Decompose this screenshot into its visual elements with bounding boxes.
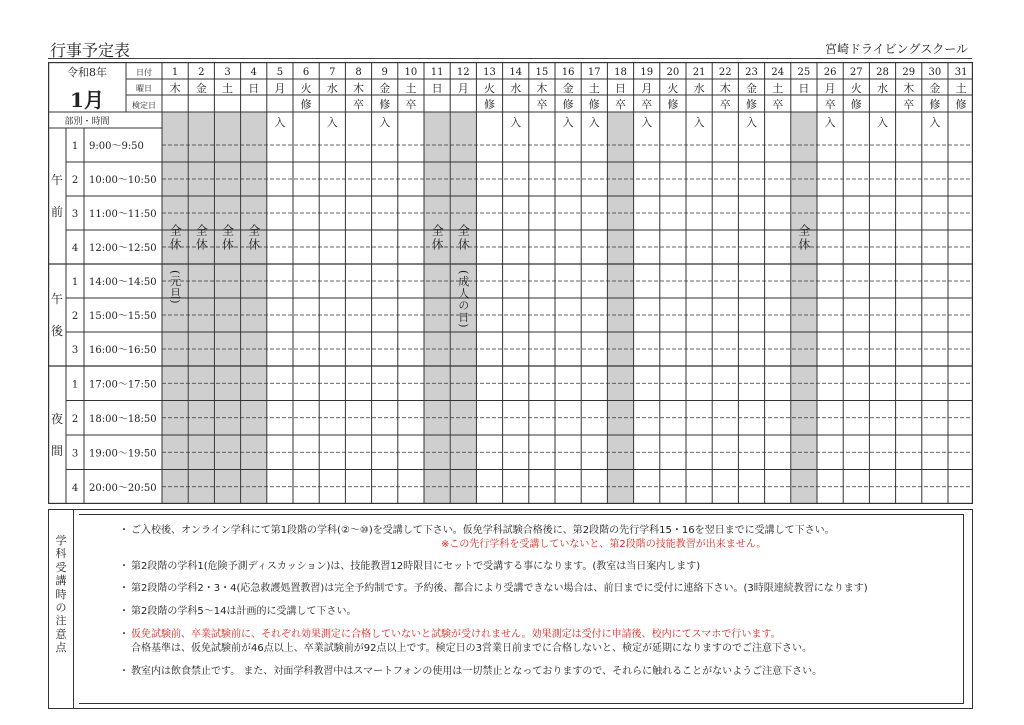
day-entry-mark: 入 [588, 116, 600, 129]
note-item-5 [119, 625, 781, 640]
day-entry-mark: 入 [326, 116, 338, 129]
day-weekday: 月 [274, 82, 286, 95]
school-name: 宮崎ドライビングスクール [824, 42, 968, 56]
day-entry-mark: 入 [824, 116, 836, 129]
closure-label: 全休 [246, 224, 261, 252]
note-item-1-sub: ※この先行学科を受講していないと、第2段階の技能教習が出来ません。 [441, 539, 767, 550]
note-text: 教室内は飲食禁止です。 また、対面学科教習中はスマートフォンの使用は一切禁止となっておりますので、それらに触れることがないようご注意下さい。 [131, 666, 823, 677]
section-label-char: 午 [50, 173, 64, 187]
period-number: 3 [71, 345, 79, 356]
note-bullet: ・ [119, 525, 129, 536]
note-item-5-sub: 合格基準は、仮免試験前が46点以上、卒業試験前が92点以上です。検定日の3営業日前までに合格しないと、検定が延期になりますのでご注意下さい。 [131, 643, 813, 654]
day-number: 13 [483, 67, 496, 78]
period-number: 1 [71, 277, 79, 288]
day-number: 15 [535, 67, 549, 78]
note-item-6 [119, 662, 822, 677]
closure-label: 全休 [220, 224, 235, 252]
day-weekday: 日 [248, 82, 260, 95]
note-item-4 [119, 602, 356, 617]
day-number: 19 [640, 67, 654, 78]
closure-label: 全休 [796, 224, 811, 252]
note-item-1 [119, 521, 835, 536]
closed-day-shade [163, 113, 188, 504]
day-number: 1 [171, 67, 179, 78]
note-item-2 [119, 557, 700, 572]
day-entry-mark: 入 [274, 116, 286, 129]
closure-label: 全休 [430, 224, 445, 252]
section-label-char: 夜 [50, 412, 64, 426]
day-weekday: 火 [850, 82, 862, 95]
period-time: 17:00〜17:50 [89, 379, 157, 391]
day-weekday: 金 [929, 82, 941, 95]
day-entry-mark: 入 [877, 116, 888, 129]
period-time: 19:00〜19:50 [89, 448, 157, 460]
notes-body [79, 514, 964, 704]
day-exam-mark: 修 [588, 98, 600, 111]
period-number: 2 [71, 413, 79, 425]
day-number: 7 [329, 67, 336, 78]
period-number: 4 [71, 243, 79, 254]
period-number: 3 [71, 448, 79, 460]
notes-panel [48, 509, 973, 709]
day-weekday: 金 [746, 82, 757, 95]
day-weekday: 木 [169, 82, 181, 95]
section-label-char: 間 [50, 444, 64, 458]
day-number: 24 [771, 67, 785, 78]
day-number: 3 [224, 67, 231, 78]
day-exam-mark: 卒 [772, 98, 784, 111]
day-entry-mark: 入 [562, 116, 574, 129]
day-exam-mark: 卒 [405, 98, 417, 111]
day-entry-mark: 入 [641, 116, 653, 129]
day-weekday: 金 [195, 82, 207, 95]
page-title: 行事予定表 [50, 41, 131, 60]
period-number: 1 [71, 379, 79, 391]
note-text: 第2段階の学科5〜14は計画的に受講して下さい。 [131, 606, 357, 617]
title-divider [48, 58, 972, 59]
day-weekday: 火 [300, 82, 312, 95]
note-text: 第2段階の学科1(危険予測ディスカッション)は、技能教習12時限目にセットで受講する事になります。(教室は当日案内します) [131, 561, 701, 572]
day-number: 17 [587, 67, 601, 78]
period-time: 11:00〜11:50 [89, 209, 157, 220]
day-exam-mark: 修 [746, 98, 757, 111]
day-entry-mark: 入 [746, 116, 757, 129]
day-number: 20 [666, 67, 680, 78]
month-label: 1月 [70, 88, 104, 112]
section-label-char: 後 [50, 324, 64, 338]
closed-day-shade [608, 113, 633, 504]
period-time: 18:00〜18:50 [89, 413, 157, 425]
section-label-char: 午 [50, 292, 64, 306]
day-number: 26 [823, 67, 837, 78]
day-exam-mark: 修 [929, 98, 941, 111]
period-number: 2 [71, 175, 79, 186]
day-weekday: 月 [457, 82, 469, 95]
day-number: 30 [928, 67, 942, 78]
closed-day-shade [215, 113, 240, 504]
day-number: 11 [430, 67, 444, 78]
day-weekday: 日 [615, 82, 626, 95]
dept-time-label: 部別・時間 [64, 117, 110, 127]
note-bullet: ・ [119, 561, 129, 572]
day-number: 8 [355, 67, 362, 78]
period-time: 10:00〜10:50 [89, 175, 157, 186]
closure-note: (成人の日) [456, 270, 470, 329]
notes-label: 学科受講時の注意点 [55, 534, 67, 655]
closed-day-shade [791, 113, 816, 504]
day-exam-mark: 修 [484, 98, 495, 111]
day-weekday: 月 [641, 82, 653, 95]
day-exam-mark: 卒 [903, 98, 915, 111]
exam-row-label: 検定日 [132, 101, 156, 110]
day-number: 29 [902, 67, 916, 78]
day-number: 31 [954, 67, 968, 78]
period-time: 15:00〜15:50 [89, 311, 157, 322]
day-number: 21 [692, 67, 706, 78]
period-number: 3 [71, 209, 79, 220]
day-number: 27 [849, 67, 863, 78]
schedule-grid [48, 62, 973, 504]
day-weekday: 土 [588, 82, 600, 95]
day-weekday: 金 [379, 82, 391, 95]
notes-label-box [49, 510, 74, 708]
day-number: 6 [302, 67, 310, 78]
closure-label: 全休 [168, 224, 183, 252]
closure-label: 全休 [456, 224, 471, 252]
note-text: 第2段階の学科2・3・4(応急救護処置教習)は完全予約制です。予約後、都合により受講できない場合は、前日までに受付に連絡下さい。(3時限連続教習になります) [131, 583, 868, 594]
closed-day-shade [425, 113, 450, 504]
day-weekday: 水 [510, 82, 522, 95]
day-exam-mark: 卒 [824, 98, 836, 111]
note-bullet: ・ [119, 606, 129, 617]
day-exam-mark: 卒 [353, 98, 364, 111]
day-number: 14 [509, 67, 523, 78]
period-number: 4 [71, 482, 79, 494]
day-number: 2 [198, 67, 205, 78]
period-time: 12:00〜12:50 [89, 243, 157, 254]
day-number: 5 [276, 67, 284, 78]
day-weekday: 日 [798, 82, 810, 95]
day-exam-mark: 卒 [536, 98, 548, 111]
note-text: ご入校後、オンライン学科にて第1段階の学科(②〜⑩)を受講して下さい。仮免学科試験合格後に、第2段階の先行学科15・16を翌日までに受講して下さい。 [131, 525, 835, 536]
day-number: 16 [561, 67, 575, 78]
day-number: 4 [250, 67, 257, 78]
note-bullet: ・ [119, 583, 129, 594]
closure-note: (元旦) [168, 270, 182, 305]
day-number: 25 [797, 67, 811, 78]
note-bullet: ・ [119, 629, 129, 640]
era-label: 令和8年 [67, 66, 107, 79]
day-weekday: 土 [955, 82, 967, 95]
day-exam-mark: 修 [955, 98, 967, 111]
day-exam-mark: 卒 [719, 98, 731, 111]
day-number: 22 [718, 67, 732, 78]
period-time: 9:00〜9:50 [89, 141, 144, 152]
day-weekday: 土 [222, 82, 233, 95]
day-exam-mark: 修 [850, 98, 862, 111]
day-exam-mark: 修 [667, 98, 679, 111]
section-label-char: 前 [50, 205, 64, 219]
closed-day-shade [241, 113, 266, 504]
day-weekday: 水 [326, 82, 338, 95]
period-number: 1 [71, 141, 79, 152]
period-time: 20:00〜20:50 [89, 482, 157, 494]
day-number: 18 [614, 67, 627, 78]
day-number: 9 [381, 67, 388, 78]
closure-label: 全休 [194, 224, 209, 252]
day-weekday: 木 [536, 82, 548, 95]
day-weekday: 木 [353, 82, 364, 95]
note-bullet: ・ [119, 666, 129, 677]
day-exam-mark: 修 [300, 98, 312, 111]
day-exam-mark: 卒 [641, 98, 653, 111]
day-weekday: 木 [903, 82, 915, 95]
day-number: 23 [745, 67, 758, 78]
day-entry-mark: 入 [929, 116, 941, 129]
period-number: 2 [71, 311, 79, 322]
day-weekday: 日 [431, 82, 443, 95]
day-weekday: 土 [405, 82, 417, 95]
day-entry-mark: 入 [693, 116, 705, 129]
day-weekday: 月 [824, 82, 836, 95]
period-time: 14:00〜14:50 [89, 277, 157, 288]
day-weekday: 水 [693, 82, 705, 95]
day-exam-mark: 修 [379, 98, 391, 111]
day-number: 28 [876, 67, 889, 78]
day-weekday: 金 [562, 82, 574, 95]
day-weekday: 土 [772, 82, 784, 95]
day-number: 10 [404, 67, 418, 78]
date-row-label: 日付 [136, 68, 152, 77]
day-number: 12 [456, 67, 470, 78]
weekday-row-label: 曜日 [136, 84, 152, 93]
period-time: 16:00〜16:50 [89, 345, 157, 356]
day-entry-mark: 入 [510, 116, 522, 129]
day-weekday: 水 [877, 82, 888, 95]
note-item-3 [119, 579, 868, 594]
day-weekday: 火 [484, 82, 495, 95]
note-text: 仮免試験前、卒業試験前に、それぞれ効果測定に合格していないと試験が受けれません。効果測定は受付に申請後、校内にてスマホで行います。 [131, 629, 781, 640]
day-entry-mark: 入 [379, 116, 391, 129]
day-weekday: 火 [667, 82, 679, 95]
day-exam-mark: 修 [562, 98, 574, 111]
closed-day-shade [189, 113, 214, 504]
day-exam-mark: 卒 [615, 98, 626, 111]
day-weekday: 木 [719, 82, 731, 95]
